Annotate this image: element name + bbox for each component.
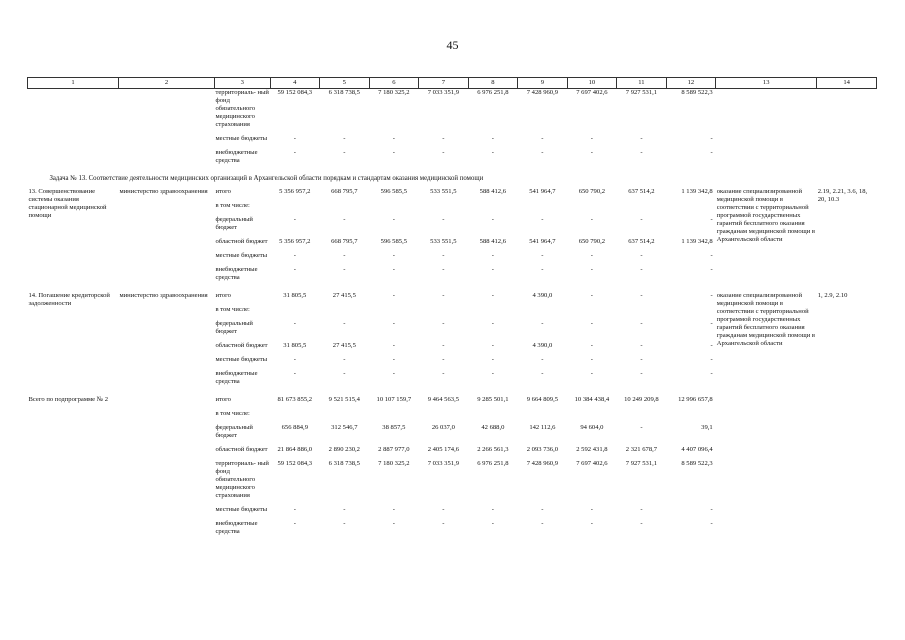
amount-cell: 7 428 960,9 — [526, 460, 559, 467]
amount-cell: - — [293, 149, 296, 156]
amount-cell: 9 285 501,1 — [477, 396, 509, 403]
amount-cell: - — [541, 320, 544, 327]
amount-cell: - — [541, 506, 544, 513]
amount-cell: - — [442, 356, 445, 363]
amount-cell: 637 514,2 — [628, 238, 655, 245]
amount-cell: - — [293, 320, 296, 327]
amount-cell: 7 697 402,6 — [576, 89, 608, 96]
amount-cell: - — [640, 424, 643, 431]
amount-cell: 7 033 351,9 — [427, 460, 460, 467]
table-row — [28, 89, 877, 136]
amount-cell: 31 805,5 — [283, 342, 307, 349]
amount-cell: - — [590, 252, 593, 259]
col-header: 5 — [320, 78, 370, 89]
amount-cell: - — [392, 216, 395, 223]
amount-cell: 533 551,5 — [430, 238, 457, 245]
col-header: 6 — [369, 78, 419, 89]
amount-cell — [468, 202, 518, 216]
amount-cell: 650 790,2 — [578, 188, 606, 195]
amount-cell: - — [590, 149, 593, 156]
amount-cell: - — [491, 216, 494, 223]
amount-cell: 59 152 084,3 — [277, 460, 313, 467]
amount-cell: - — [442, 520, 445, 527]
amount-cell: 7 927 531,1 — [625, 460, 658, 467]
amount-cell — [518, 410, 568, 424]
source-cell: областной бюджет — [215, 446, 268, 453]
amount-cell: 7 428 960,9 — [526, 89, 559, 96]
empty-cell — [817, 89, 877, 136]
amount-cell: 596 585,5 — [380, 238, 408, 245]
col-header: 7 — [419, 78, 469, 89]
source-cell: итого — [215, 188, 231, 195]
amount-cell: - — [491, 520, 494, 527]
amount-cell: - — [541, 252, 544, 259]
amount-cell: - — [293, 216, 296, 223]
amount-cell: 39,1 — [701, 424, 713, 431]
amount-cell: 81 673 855,2 — [277, 396, 313, 403]
amount-cell: - — [640, 266, 643, 273]
amount-cell: 59 152 084,3 — [277, 89, 313, 96]
source-cell: в том числе: — [215, 306, 250, 313]
source-cell: территориаль- ный фонд обязательного медицинского страхования — [215, 460, 269, 499]
source-cell: в том числе: — [215, 202, 250, 209]
amount-cell: - — [541, 216, 544, 223]
source-cell: федеральный бюджет — [215, 320, 253, 335]
column-number-row — [28, 78, 877, 89]
empty-cell — [28, 149, 119, 171]
source-cell: внебюджетные средства — [215, 520, 258, 535]
expected-result: оказание специализированной медицинской помощи в соответствии с территориальной программой государственных гарантий бесплатного оказания гражданам медицинской помощи в Архангельской области — [716, 292, 816, 347]
amount-cell: - — [590, 135, 593, 142]
amount-cell: - — [442, 506, 445, 513]
empty-cell — [716, 149, 817, 171]
amount-cell: 2 592 431,8 — [576, 446, 608, 453]
amount-cell: - — [293, 520, 296, 527]
empty-cell — [817, 149, 877, 171]
amount-cell: 38 857,5 — [382, 424, 406, 431]
amount-cell: 21 864 886,0 — [277, 446, 313, 453]
amount-cell: 541 964,7 — [529, 238, 556, 245]
indicator-ref — [817, 392, 877, 542]
amount-cell: - — [640, 292, 643, 299]
empty-cell — [716, 135, 817, 149]
table-row — [28, 135, 877, 149]
empty-cell — [118, 135, 214, 149]
amount-cell — [270, 202, 320, 216]
amount-cell — [617, 306, 667, 320]
amount-cell: - — [442, 266, 445, 273]
amount-cell: 656 884,9 — [281, 424, 308, 431]
amount-cell: - — [293, 356, 296, 363]
amount-cell: - — [710, 216, 713, 223]
amount-cell — [320, 410, 370, 424]
col-header: 3 — [214, 78, 270, 89]
amount-cell: - — [442, 252, 445, 259]
amount-cell: 533 551,5 — [430, 188, 457, 195]
amount-cell: 10 107 159,7 — [376, 396, 412, 403]
amount-cell: 637 514,2 — [628, 188, 655, 195]
amount-cell: - — [442, 292, 445, 299]
amount-cell: - — [491, 135, 494, 142]
amount-cell: - — [710, 356, 713, 363]
amount-cell: 94 604,0 — [580, 424, 604, 431]
executor: министерство здравоохранения — [119, 292, 208, 299]
empty-cell — [716, 89, 817, 136]
indicator-ref: 2.19, 2.21, 3.6, 18, 20, 10.3 — [817, 188, 868, 203]
amount-cell: 6 318 738,5 — [328, 89, 360, 96]
expected-result — [716, 392, 817, 542]
amount-cell: - — [640, 506, 643, 513]
amount-cell: 668 795,7 — [331, 188, 358, 195]
amount-cell: - — [442, 149, 445, 156]
amount-cell: 42 688,0 — [481, 424, 505, 431]
amount-cell: 27 415,5 — [332, 292, 356, 299]
amount-cell: 5 356 957,2 — [279, 238, 311, 245]
amount-cell: - — [442, 342, 445, 349]
amount-cell: 1 139 342,8 — [681, 238, 713, 245]
amount-cell: - — [710, 520, 713, 527]
amount-cell: - — [343, 252, 346, 259]
amount-cell: 312 546,7 — [331, 424, 358, 431]
source-cell: областной бюджет — [215, 238, 268, 245]
program-table — [27, 77, 877, 542]
amount-cell: - — [343, 320, 346, 327]
amount-cell: - — [590, 320, 593, 327]
amount-cell: - — [640, 149, 643, 156]
amount-cell: - — [590, 342, 593, 349]
col-header: 11 — [617, 78, 667, 89]
amount-cell — [468, 306, 518, 320]
empty-cell — [28, 89, 119, 136]
amount-cell: 2 405 174,6 — [427, 446, 460, 453]
empty-cell — [118, 149, 214, 171]
amount-cell: - — [590, 506, 593, 513]
amount-cell — [369, 410, 419, 424]
amount-cell: - — [590, 266, 593, 273]
amount-cell: - — [590, 292, 593, 299]
source-cell: местные бюджеты — [215, 356, 268, 363]
amount-cell: 7 180 325,2 — [378, 460, 410, 467]
amount-cell — [320, 202, 370, 216]
amount-cell: 10 384 438,4 — [574, 396, 610, 403]
amount-cell: 1 139 342,8 — [681, 188, 713, 195]
amount-cell: - — [590, 216, 593, 223]
amount-cell: - — [541, 370, 544, 377]
amount-cell: 8 589 522,3 — [681, 89, 713, 96]
amount-cell: 7 033 351,9 — [427, 89, 460, 96]
amount-cell: - — [640, 252, 643, 259]
amount-cell: - — [442, 320, 445, 327]
amount-cell: 541 964,7 — [529, 188, 556, 195]
amount-cell: - — [710, 506, 713, 513]
amount-cell: 5 356 957,2 — [279, 188, 311, 195]
amount-cell: 31 805,5 — [283, 292, 307, 299]
table-row — [28, 392, 877, 410]
amount-cell: - — [491, 506, 494, 513]
source-cell: итого — [215, 396, 231, 403]
table-row — [28, 149, 877, 171]
amount-cell: - — [491, 292, 494, 299]
activity-name: 14. Погашение кредиторской задолженности — [28, 292, 110, 307]
amount-cell: 27 415,5 — [332, 342, 356, 349]
amount-cell: - — [710, 342, 713, 349]
col-header: 1 — [28, 78, 119, 89]
amount-cell: - — [293, 506, 296, 513]
amount-cell: - — [293, 370, 296, 377]
indicator-ref: 1, 2.9, 2.10 — [817, 292, 848, 299]
amount-cell: - — [590, 356, 593, 363]
source-cell: местные бюджеты — [215, 135, 268, 142]
amount-cell — [666, 410, 716, 424]
source-cell: местные бюджеты — [215, 506, 268, 513]
amount-cell — [666, 306, 716, 320]
amount-cell: 588 412,6 — [479, 188, 507, 195]
amount-cell: 7 180 325,2 — [378, 89, 410, 96]
amount-cell: - — [343, 520, 346, 527]
amount-cell: 4 390,0 — [532, 292, 553, 299]
amount-cell — [567, 410, 617, 424]
amount-cell — [567, 202, 617, 216]
amount-cell — [518, 306, 568, 320]
amount-cell: 2 887 977,0 — [378, 446, 410, 453]
amount-cell: - — [541, 135, 544, 142]
amount-cell: - — [392, 356, 395, 363]
amount-cell: - — [293, 252, 296, 259]
source-cell: в том числе: — [215, 410, 250, 417]
source-cell: федеральный бюджет — [215, 216, 253, 231]
amount-cell: - — [491, 370, 494, 377]
amount-cell: 9 664 809,5 — [526, 396, 559, 403]
amount-cell — [419, 202, 469, 216]
amount-cell: - — [392, 520, 395, 527]
amount-cell: - — [710, 252, 713, 259]
amount-cell: - — [590, 370, 593, 377]
amount-cell: - — [343, 149, 346, 156]
amount-cell: - — [491, 252, 494, 259]
amount-cell: - — [640, 216, 643, 223]
amount-cell: - — [343, 135, 346, 142]
amount-cell — [666, 202, 716, 216]
amount-cell: - — [710, 266, 713, 273]
amount-cell: 6 318 738,5 — [328, 460, 360, 467]
amount-cell: - — [710, 292, 713, 299]
expected-result: оказание специализированной медицинской помощи в соответствии с территориальной программой государственных гарантий бесплатного оказания гражданам медицинской помощи в Архангельской области — [716, 188, 816, 243]
source-cell: территориаль- ный фонд обязательного медицинского страхования — [215, 89, 269, 128]
amount-cell: - — [343, 266, 346, 273]
amount-cell: - — [392, 292, 395, 299]
amount-cell: - — [343, 216, 346, 223]
empty-cell — [817, 135, 877, 149]
amount-cell: 7 697 402,6 — [576, 460, 608, 467]
amount-cell: 2 321 678,7 — [625, 446, 658, 453]
amount-cell — [617, 202, 667, 216]
amount-cell: - — [392, 135, 395, 142]
source-cell: внебюджетные средства — [215, 266, 258, 281]
amount-cell: - — [392, 149, 395, 156]
amount-cell: 8 589 522,3 — [681, 460, 713, 467]
amount-cell: - — [491, 149, 494, 156]
amount-cell: 596 585,5 — [380, 188, 408, 195]
amount-cell: - — [710, 370, 713, 377]
table-row — [28, 188, 877, 202]
amount-cell: 2 890 230,2 — [328, 446, 360, 453]
amount-cell: - — [491, 320, 494, 327]
amount-cell: - — [392, 320, 395, 327]
amount-cell: - — [491, 342, 494, 349]
amount-cell: - — [541, 266, 544, 273]
amount-cell — [567, 306, 617, 320]
amount-cell: - — [442, 135, 445, 142]
amount-cell — [419, 306, 469, 320]
amount-cell: - — [293, 266, 296, 273]
amount-cell: - — [392, 342, 395, 349]
amount-cell: 9 521 515,4 — [328, 396, 360, 403]
amount-cell: - — [640, 342, 643, 349]
amount-cell: - — [392, 506, 395, 513]
amount-cell: 4 390,0 — [532, 342, 553, 349]
col-header: 10 — [567, 78, 617, 89]
amount-cell: 2 266 561,3 — [477, 446, 509, 453]
activity-name: 13. Совершенствование системы оказания стационарной медицинской помощи — [28, 188, 107, 219]
amount-cell — [468, 410, 518, 424]
col-header: 8 — [468, 78, 518, 89]
source-cell: внебюджетные средства — [215, 149, 258, 164]
amount-cell: 9 464 563,5 — [427, 396, 460, 403]
amount-cell: - — [640, 135, 643, 142]
source-cell: внебюджетные средства — [215, 370, 258, 385]
col-header: 2 — [118, 78, 214, 89]
amount-cell: - — [541, 149, 544, 156]
amount-cell: 2 093 736,0 — [526, 446, 559, 453]
amount-cell: - — [343, 356, 346, 363]
amount-cell: 4 407 096,4 — [681, 446, 713, 453]
amount-cell: - — [590, 520, 593, 527]
amount-cell: - — [343, 370, 346, 377]
source-cell: областной бюджет — [215, 342, 268, 349]
amount-cell: - — [640, 520, 643, 527]
col-header: 4 — [270, 78, 320, 89]
amount-cell — [320, 306, 370, 320]
amount-cell: - — [541, 520, 544, 527]
amount-cell — [617, 410, 667, 424]
table-row — [28, 288, 877, 306]
amount-cell: 142 112,6 — [529, 424, 556, 431]
amount-cell: - — [640, 356, 643, 363]
amount-cell: 588 412,6 — [479, 238, 507, 245]
amount-cell: - — [541, 356, 544, 363]
amount-cell — [369, 306, 419, 320]
amount-cell: - — [442, 370, 445, 377]
amount-cell: 6 976 251,8 — [477, 89, 509, 96]
amount-cell: - — [640, 320, 643, 327]
amount-cell: 668 795,7 — [331, 238, 358, 245]
source-cell: итого — [215, 292, 231, 299]
amount-cell: 6 976 251,8 — [477, 460, 509, 467]
amount-cell: 7 927 531,1 — [625, 89, 658, 96]
amount-cell: - — [343, 506, 346, 513]
col-header: 13 — [716, 78, 817, 89]
amount-cell: - — [710, 320, 713, 327]
amount-cell: - — [710, 135, 713, 142]
amount-cell: - — [392, 266, 395, 273]
amount-cell: - — [491, 356, 494, 363]
amount-cell: 12 996 657,8 — [678, 396, 713, 403]
col-header: 12 — [666, 78, 716, 89]
amount-cell: - — [442, 216, 445, 223]
amount-cell: 650 790,2 — [578, 238, 606, 245]
executor — [118, 392, 214, 542]
executor: министерство здравоохранения — [119, 188, 208, 195]
amount-cell — [270, 306, 320, 320]
task-heading: Задача № 13. Соответствие деятельности медицинских организаций в Архангельской области порядкам и стандартам оказания медицинской помощи — [49, 175, 484, 182]
activity-name: Всего по подпрограмме № 2 — [28, 396, 108, 403]
source-cell: местные бюджеты — [215, 252, 268, 259]
amount-cell — [369, 202, 419, 216]
col-header: 14 — [817, 78, 877, 89]
amount-cell: - — [491, 266, 494, 273]
amount-cell: - — [293, 135, 296, 142]
empty-cell — [118, 89, 214, 136]
col-header: 9 — [518, 78, 568, 89]
amount-cell: 26 037,0 — [431, 424, 455, 431]
amount-cell — [270, 410, 320, 424]
source-cell: федеральный бюджет — [215, 424, 253, 439]
amount-cell: - — [710, 149, 713, 156]
page-number: 45 — [446, 38, 459, 52]
amount-cell — [518, 202, 568, 216]
amount-cell: 10 249 209,8 — [624, 396, 659, 403]
task-row — [28, 171, 877, 188]
amount-cell: - — [392, 252, 395, 259]
amount-cell: - — [392, 370, 395, 377]
amount-cell: - — [640, 370, 643, 377]
empty-cell — [28, 135, 119, 149]
amount-cell — [419, 410, 469, 424]
